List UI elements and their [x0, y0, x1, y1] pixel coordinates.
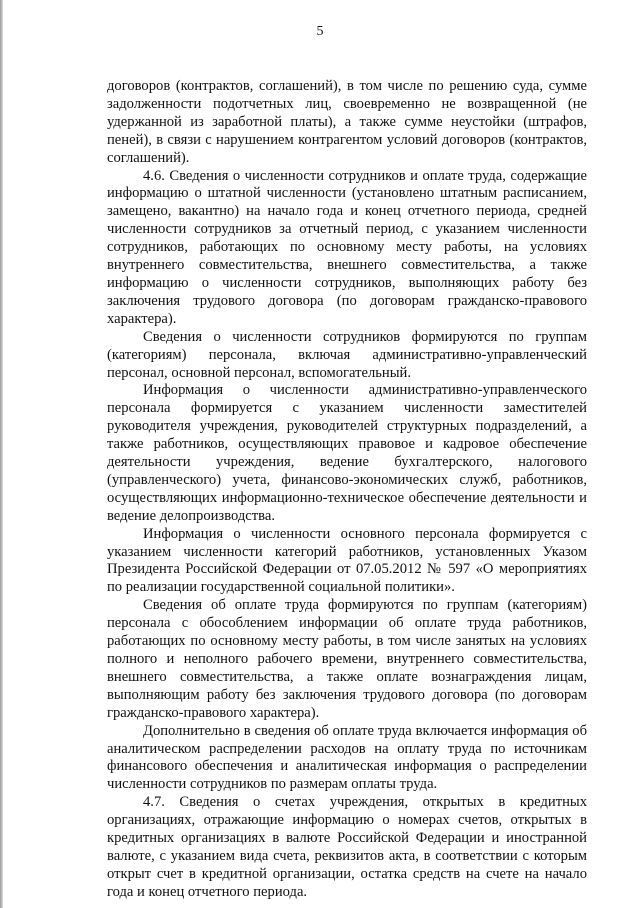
paragraph-payroll: Сведения об оплате труда формируются по группам (категориям) персонала с обособлением информации об оплате труда работников, работающих по основному месту работы, в том числе занятых на условиях полного и неполного рабочего времени, внутреннего совместительства, внешнего совместительства, а также оплате вознаграждения лицам, выполняющим работу без заключения трудового договора (по договорам гражданско-правового характера). — [107, 597, 587, 721]
document-body — [107, 78, 587, 902]
page-number: 5 — [316, 24, 324, 39]
paragraph-main-staff: Информация о численности основного персонала формируется с указанием численности категорий работников, установленных Указом Президента Российской Федерации от 07.05.2012 № 597 «О мероприятиях по реализации государственной социальной политики». — [107, 525, 587, 596]
paragraph-admin-staff: Информация о численности административно-управленческого персонала формируется с указанием численности заместителей руководителя учреждения, руководителей структурных подразделений, а также работников, осуществляющих правовое и кадровое обеспечение деятельности учреждения, ведение бухгалтерского, налогового (управленческого) учета, финансово-экономических служб, работников, осуществляющих информационно-техническое обеспечение деятельности и ведение делопроизводства. — [107, 382, 587, 524]
paragraph-section-4-7: 4.7. Сведения о счетах учреждения, открытых в кредитных организациях, отражающие информацию о номерах счетов, открытых в кредитных организациях в валюте Российской Федерации и иностранной валюте, с указанием вида счета, реквизитов акта, в соответствии с которым открыт счет в кредитной организации, остатка средств на счете на начало года и конец отчетного периода. — [107, 794, 587, 900]
paragraph-payroll-additional: Дополнительно в сведения об оплате труда включается информация об аналитическом распределении расходов на оплату труда по источникам финансового обеспечения и аналитическая информация о распределении численности сотрудников по размерам оплаты труда. — [107, 722, 587, 793]
paragraph-staff-groups: Сведения о численности сотрудников формируются по группам (категориям) персонала, включая административно-управленческий персонал, основной персонал, вспомогательный. — [107, 328, 587, 381]
paragraph-section-4-6: 4.6. Сведения о численности сотрудников и оплате труда, содержащие информацию о штатной численности (установлено штатным расписанием, замещено, вакантно) на начало года и конец отчетного периода, средней численности сотрудников за отчетный период, с указанием численности сотрудников, работающих по основному месту работы, на условиях внутреннего совместительства, внешнего совместительства, а также информацию о численности сотрудников, выполняющих работу без заключения трудового договора (по договорам гражданско-правового характера). — [107, 167, 587, 327]
scan-edge — [0, 0, 3, 908]
paragraph-continuation: договоров (контрактов, соглашений), в том числе по решению суда, сумме задолженности подотчетных лиц, своевременно не возвращенной (не удержанной из заработной платы), а также сумме неустойки (штрафов, пеней), в связи с нарушением контрагентом условий договоров (контрактов, соглашений). — [107, 78, 587, 166]
